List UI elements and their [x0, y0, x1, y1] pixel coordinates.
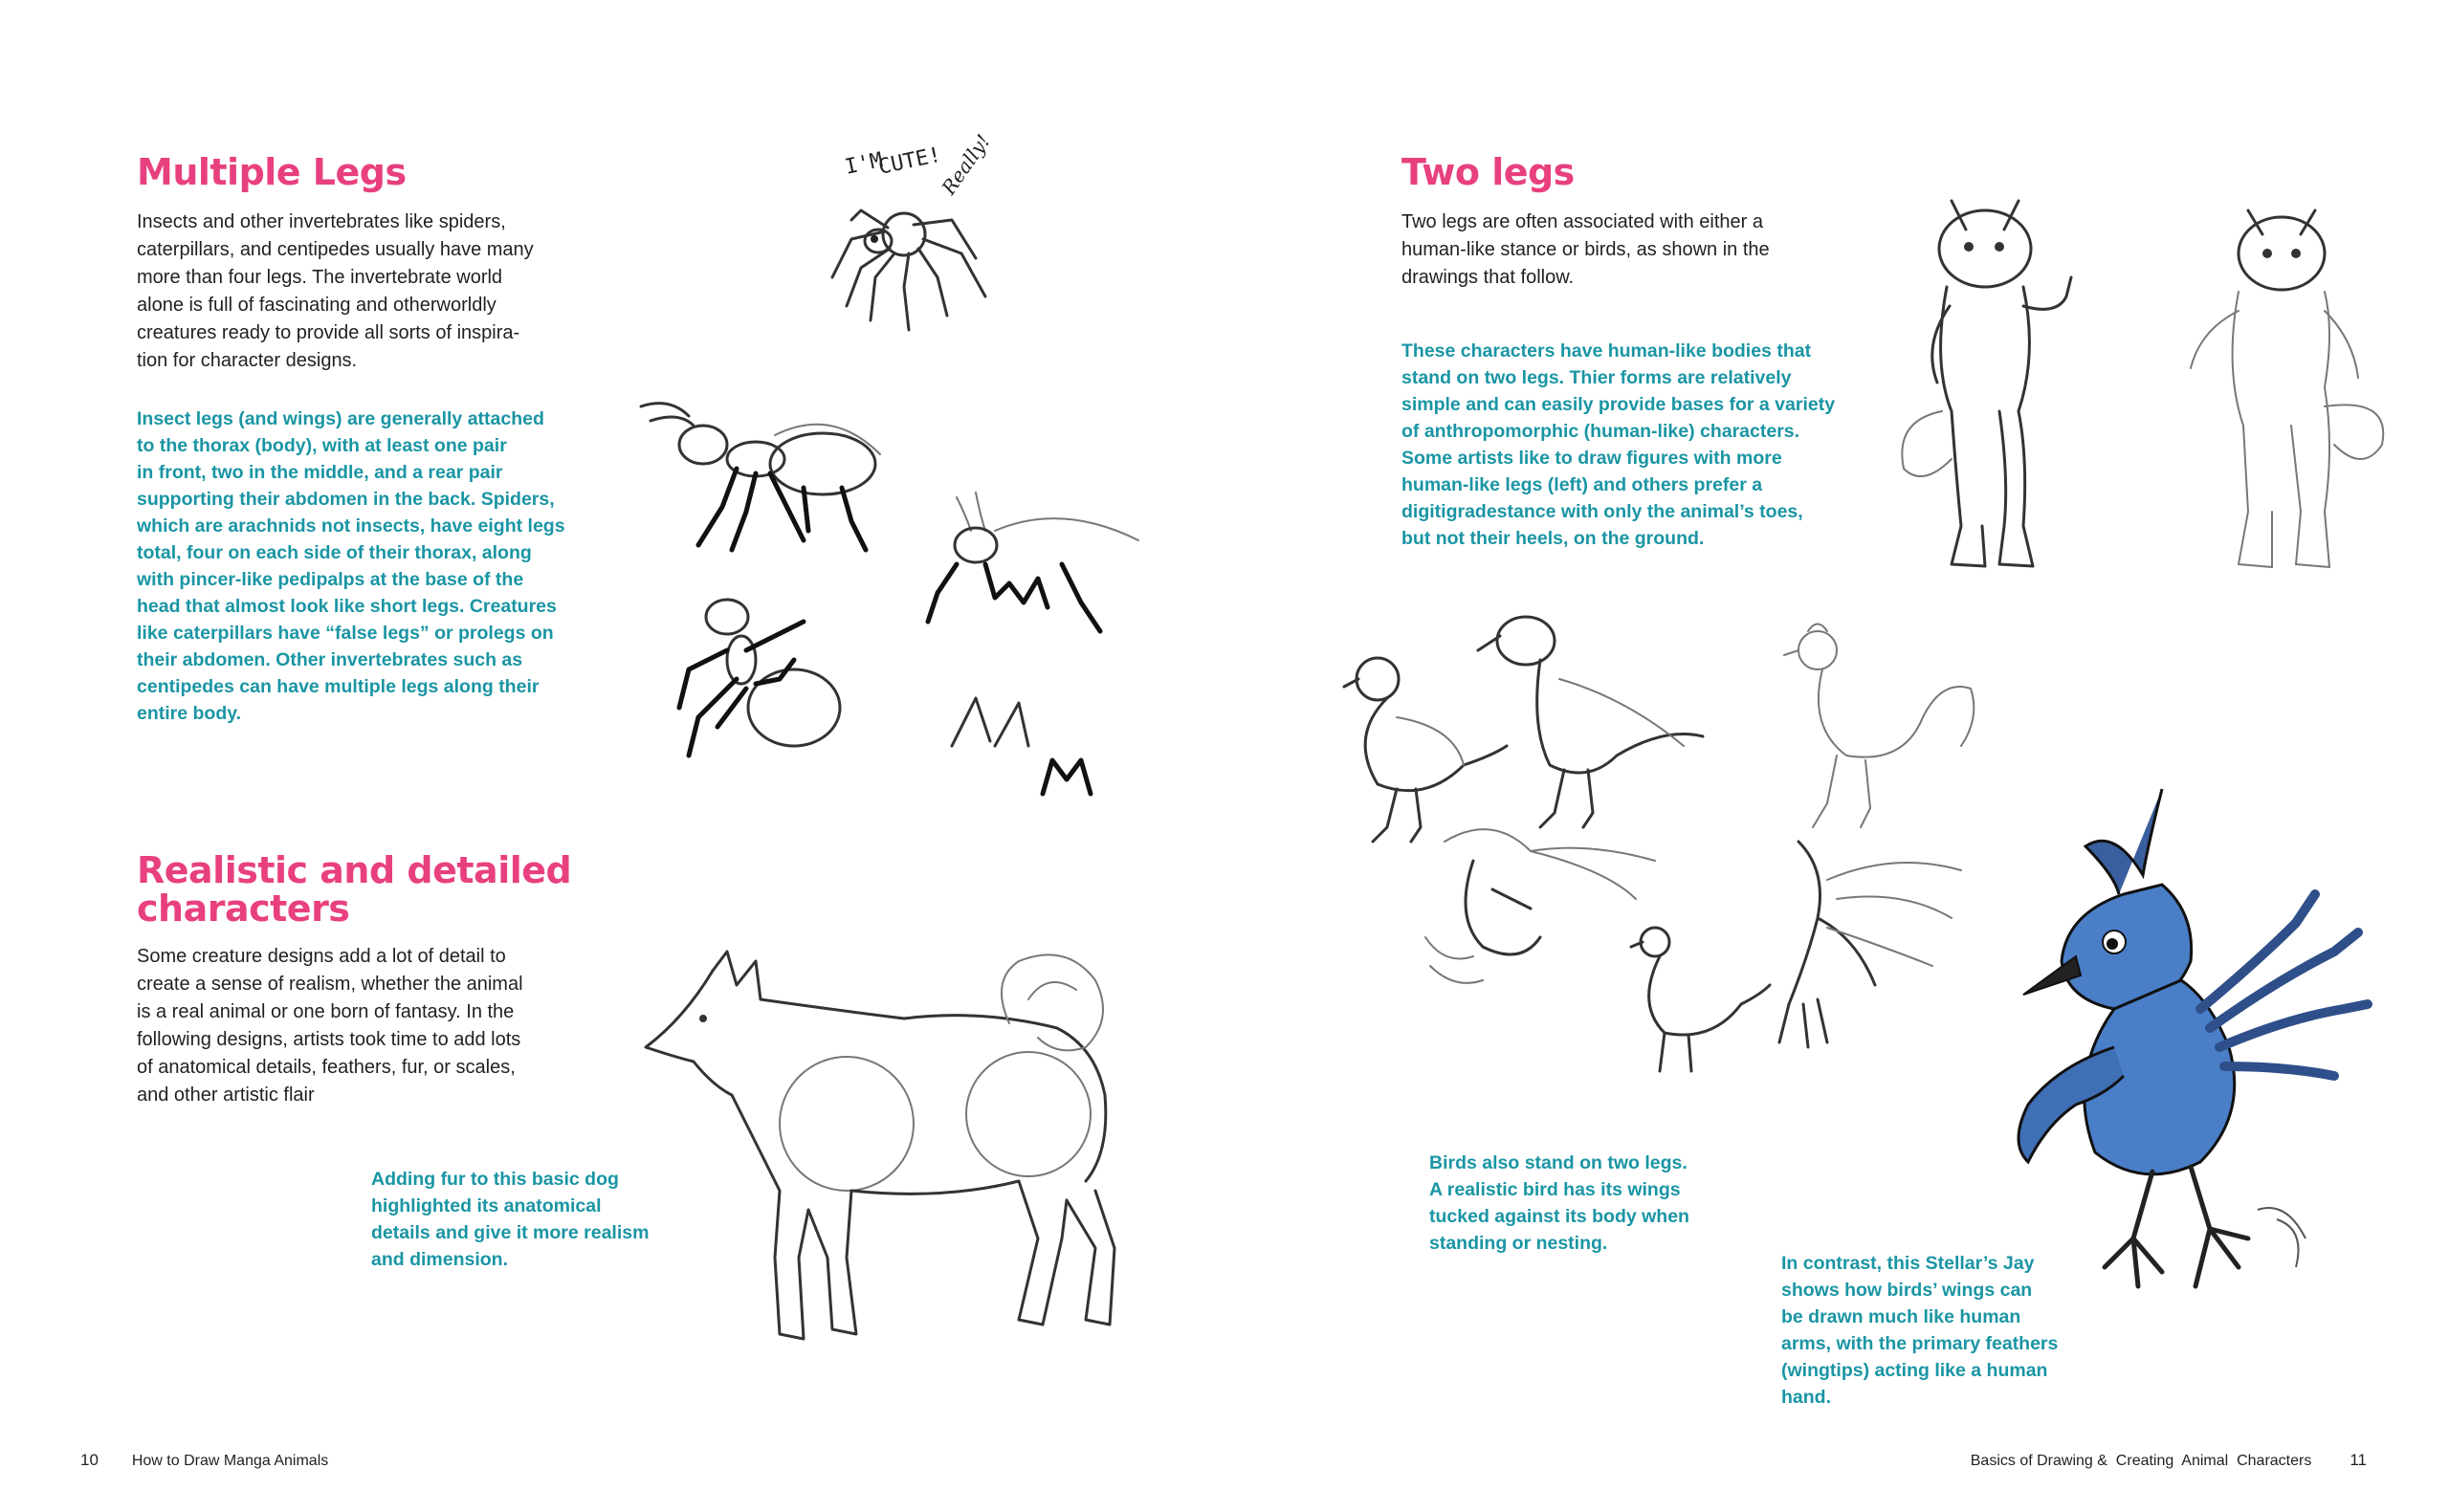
caption-line: total, four on each side of their thorax, along — [137, 542, 532, 563]
caption-line: of anthropomorphic (human-like) characters. — [1401, 421, 1800, 442]
caption-line: These characters have human-like bodies that — [1401, 340, 1812, 362]
chapter-title: Basics of Drawing & Creating Animal Characters — [1970, 1453, 2312, 1469]
text-line: following designs, artists took time to add lots — [137, 1029, 521, 1050]
caption-line: highlighted its anatomical — [371, 1195, 602, 1216]
bird-sketch-dove — [1607, 918, 1779, 1090]
anthro-character-left — [1894, 191, 2105, 583]
caption-line: their abdomen. Other invertebrates such as — [137, 649, 523, 670]
heading-multiple-legs: Multiple Legs — [137, 151, 407, 193]
caption-line: shows how birds’ wings can — [1781, 1280, 2033, 1301]
caption-line: but not their heels, on the ground. — [1401, 528, 1705, 549]
text-line: is a real animal or one born of fantasy. In the — [137, 1001, 515, 1022]
two-legs-body — [1401, 208, 1880, 292]
caption-line: stand on two legs. Thier forms are relatively — [1401, 367, 1792, 388]
text-line: Two legs are often associated with either a — [1401, 211, 1763, 232]
caption-line: simple and can easily provide bases for a variety — [1401, 394, 1836, 415]
caption-line: head that almost look like short legs. Creatures — [137, 596, 557, 617]
left-page — [0, 0, 1224, 1512]
heading-realistic-characters — [137, 851, 571, 928]
spider-lettering-really: Really! — [937, 129, 995, 199]
text-line: human-like stance or birds, as shown in the — [1401, 239, 1770, 260]
heading-two-legs: Two legs — [1401, 151, 1575, 193]
caption-line: A realistic bird has its wings — [1429, 1179, 1681, 1200]
text-line: creatures ready to provide all sorts of inspira- — [137, 322, 520, 343]
heading-line: Realistic and detailed — [137, 849, 572, 891]
caption-line: arms, with the primary feathers — [1781, 1333, 2059, 1354]
page-number-left: 10 — [80, 1451, 99, 1469]
caption-line: Some artists like to draw figures with more — [1401, 448, 1782, 469]
caption-line: with pincer-like pedipalps at the base of the — [137, 569, 524, 590]
caption-line: details and give it more realism — [371, 1222, 650, 1243]
caption-line: supporting their abdomen in the back. Spiders, — [137, 489, 555, 510]
right-page — [1224, 0, 2449, 1512]
caption-line: entire body. — [137, 703, 242, 724]
caption-line: Adding fur to this basic dog — [371, 1169, 619, 1190]
dog-caption — [371, 1166, 677, 1273]
text-line: drawings that follow. — [1401, 267, 1575, 288]
bird-sketch-rooster — [1770, 612, 1990, 842]
caption-line: human-like legs (left) and others prefer a — [1401, 474, 1763, 495]
ant-sketch-top — [670, 583, 890, 775]
footer-left — [80, 1451, 328, 1470]
text-line: alone is full of fascinating and otherworldly — [137, 295, 496, 316]
stellars-jay-illustration — [1971, 789, 2372, 1325]
text-line: tion for character designs. — [137, 350, 358, 371]
heading-line: characters — [137, 887, 350, 930]
ant-sketch-large — [612, 387, 899, 559]
caption-line: standing or nesting. — [1429, 1233, 1608, 1254]
multiple-legs-body — [137, 208, 615, 375]
caption-line: tucked against its body when — [1429, 1206, 1689, 1227]
caption-line: be drawn much like human — [1781, 1306, 2021, 1327]
text-line: more than four legs. The invertebrate world — [137, 267, 503, 288]
spider-lettering-cute: CUTE! — [876, 142, 944, 180]
caption-line: like caterpillars have “false legs” or prolegs on — [137, 623, 554, 644]
realistic-body — [137, 943, 615, 1109]
birds-caption — [1429, 1150, 1735, 1257]
caption-line: Birds also stand on two legs. — [1429, 1152, 1688, 1173]
bird-sketch-flying — [1770, 832, 1980, 1062]
jay-caption — [1781, 1250, 2097, 1411]
text-line: Some creature designs add a lot of detail to — [137, 946, 506, 967]
text-line: of anatomical details, feathers, fur, or scales, — [137, 1057, 516, 1078]
text-line: and other artistic flair — [137, 1085, 315, 1106]
caption-line: centipedes can have multiple legs along their — [137, 676, 540, 697]
caption-line: and dimension. — [371, 1249, 509, 1270]
caption-line: which are arachnids not insects, have eight legs — [137, 515, 565, 537]
insect-legs-caption — [137, 405, 615, 727]
text-line: Insects and other invertebrates like spiders, — [137, 211, 506, 232]
caption-line: to the thorax (body), with at least one pair — [137, 435, 507, 456]
caption-line: digitigradestance with only the animal’s toes, — [1401, 501, 1803, 522]
insect-leg-study — [947, 689, 1119, 803]
footer-right — [1971, 1451, 2367, 1470]
caption-line: Insect legs (and wings) are generally attached — [137, 408, 544, 429]
book-title: How to Draw Manga Animals — [131, 1453, 329, 1469]
caption-line: (wingtips) acting like a human — [1781, 1360, 2048, 1381]
text-line: create a sense of realism, whether the animal — [137, 974, 523, 995]
caption-line: in front, two in the middle, and a rear pair — [137, 462, 503, 483]
spider-lettering-im: I'M — [843, 148, 886, 180]
anthro-character-right — [2181, 196, 2401, 579]
caption-line: In contrast, this Stellar’s Jay — [1781, 1253, 2035, 1274]
dog-sketch — [636, 942, 1181, 1363]
anthro-caption — [1401, 338, 1880, 552]
caption-line: hand. — [1781, 1387, 1831, 1408]
spider-sketch — [794, 129, 1014, 335]
text-line: caterpillars, and centipedes usually have many — [137, 239, 534, 260]
page-number-right: 11 — [2350, 1451, 2367, 1469]
ant-sketch-side — [918, 488, 1158, 650]
